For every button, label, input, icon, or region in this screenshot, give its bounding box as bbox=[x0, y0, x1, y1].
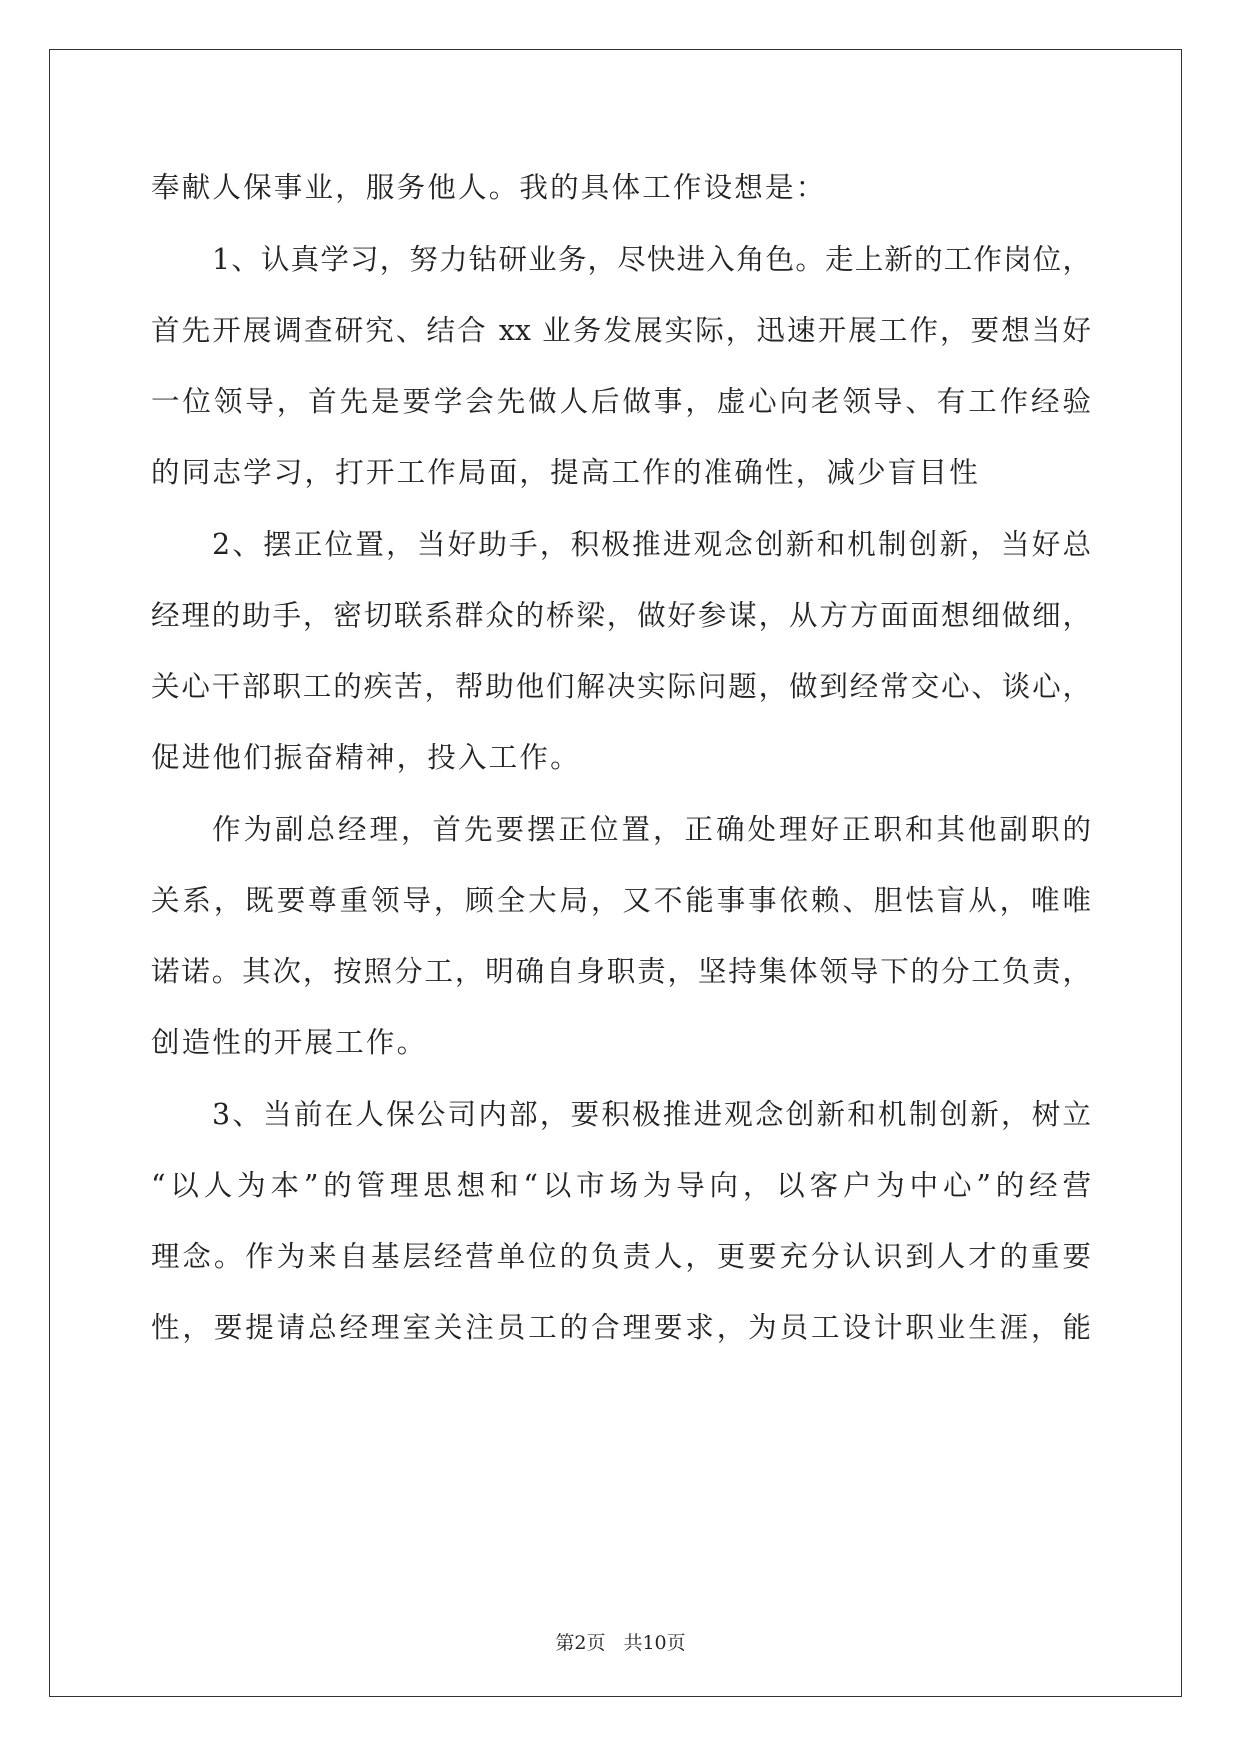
text-line-1: 奉献人保事业，服务他人。我的具体工作设想是： bbox=[151, 171, 827, 204]
text-line-7: 经理的助手，密切联系群众的桥梁，做好参谋，从方方面面想细做细， bbox=[151, 599, 1091, 632]
page-border bbox=[49, 49, 1182, 1697]
text-line-3: 首先开展调查研究、结合 xx 业务发展实际，迅速开展工作，要想当好 bbox=[151, 314, 1091, 347]
text-line-15: “以人为本”的管理思想和“以市场为导向，以客户为中心”的经营 bbox=[151, 1169, 1091, 1202]
text-line-5: 的同志学习，打开工作局面，提高工作的准确性，减少盲目性 bbox=[151, 456, 980, 489]
text-line-8: 关心干部职工的疾苦，帮助他们解决实际问题，做到经常交心、谈心， bbox=[151, 670, 1091, 703]
text-line-17: 性，要提请总经理室关注员工的合理要求，为员工设计职业生涯，能 bbox=[151, 1311, 1091, 1344]
text-line-14: 3、当前在人保公司内部，要积极推进观念创新和机制创新，树立 bbox=[212, 1098, 1091, 1131]
text-line-10: 作为副总经理，首先要摆正位置，正确处理好正职和其他副职的 bbox=[212, 813, 1091, 846]
text-line-6: 2、摆正位置，当好助手，积极推进观念创新和机制创新，当好总 bbox=[212, 528, 1091, 561]
page-footer bbox=[0, 1631, 1241, 1655]
text-line-4: 一位领导，首先是要学会先做人后做事，虚心向老领导、有工作经验 bbox=[151, 385, 1091, 418]
page-number: 第2页 bbox=[555, 1632, 606, 1654]
text-line-9: 促进他们振奋精神，投入工作。 bbox=[151, 741, 581, 774]
text-line-2: 1、认真学习，努力钻研业务，尽快进入角色。走上新的工作岗位， bbox=[212, 243, 1091, 276]
page-total: 共10页 bbox=[623, 1632, 686, 1654]
text-line-16: 理念。作为来自基层经营单位的负责人，更要充分认识到人才的重要 bbox=[151, 1240, 1091, 1273]
text-line-12: 诺诺。其次，按照分工，明确自身职责，坚持集体领导下的分工负责， bbox=[151, 955, 1091, 988]
text-line-13: 创造性的开展工作。 bbox=[151, 1026, 428, 1059]
text-line-11: 关系，既要尊重领导，顾全大局，又不能事事依赖、胆怯盲从，唯唯 bbox=[151, 884, 1091, 917]
